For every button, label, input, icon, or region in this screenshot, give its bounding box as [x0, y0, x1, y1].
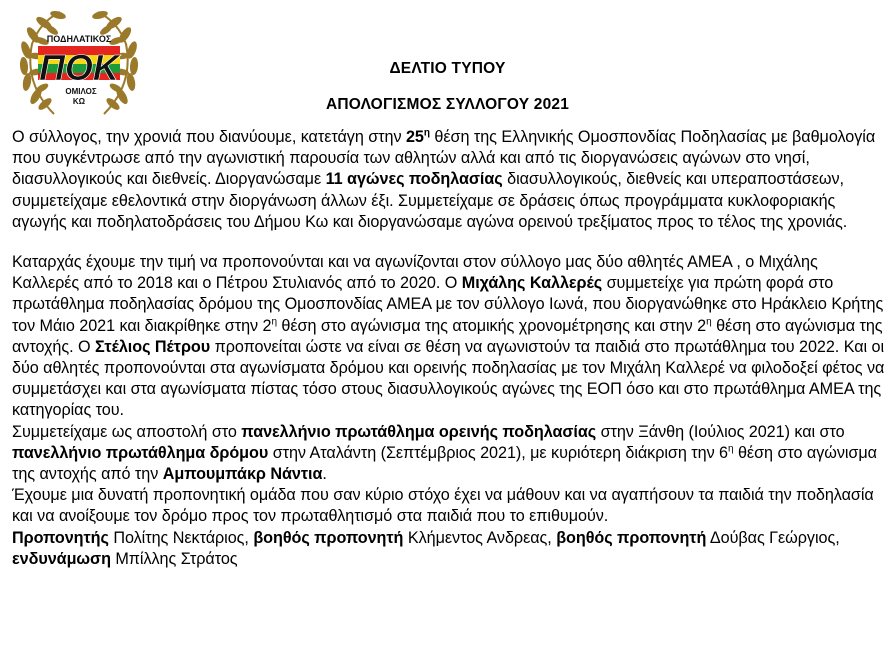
races-count: 11 αγώνες ποδηλασίας [325, 170, 503, 189]
text-span: θέση στο αγώνισμα της ατομικής χρονομέτρησης και στην 2 [276, 316, 707, 335]
logo-bottom-text-1: ΟΜΙΛΟΣ [65, 87, 97, 96]
staff-role: βοηθός προπονητή [253, 528, 404, 547]
athlete-name: Μιχάλης Καλλερές [461, 274, 603, 293]
text-span: . [322, 465, 327, 484]
paragraph-staff [12, 528, 886, 570]
text-span: Δούβας Γεώργιος, [706, 528, 840, 547]
text-span: Κλήμεντος Ανδρεας, [403, 528, 557, 547]
text-span: συμμετείχε για πρώτη φορά στο πρωτάθλημα ποδηλασίας δρόμου της Ομοσπονδίας ΑΜΕΑ με τον σύλλογο Ιωνά, που διοργανώθηκε στο Ηράκλειο Κρήτης τον Μάιο 2021 και διακρίθηκε στην 2 [12, 274, 884, 335]
ordinal-suffix: η [728, 443, 734, 455]
ordinal-suffix: η [706, 316, 712, 328]
paragraph-coaching-team [12, 485, 886, 527]
text-span: Πολίτης Νεκτάριος, [108, 528, 254, 547]
text-span: Συμμετείχαμε ως αποστολή στο [12, 422, 242, 441]
text-span: Καταρχάς έχουμε την τιμή να προπονούνται και να αγωνίζονται στον σύλλογο μας δύο αθλητές ΑΜΕΑ , ο Μιχάλης Καλλερές από το 2018 και ο Πέτρου Στυλιανός από το 2020. Ο [12, 253, 818, 293]
document-subtitle: ΑΠΟΛΟΓΙΣΜΟΣ ΣΥΛΛΟΓΟΥ 2021 [325, 96, 570, 113]
logo-letters: ΠΟΚ [39, 47, 119, 88]
document-body [12, 127, 886, 570]
staff-role: ενδυνάμωση [12, 549, 111, 568]
paragraph-championships [12, 422, 886, 486]
text-span: θέση της Ελληνικής Ομοσπονδίας Ποδηλασίας με βαθμολογία που συγκέντρωσε από την αγωνιστική παρουσία των αθλητών αλλά και από τις διοργανώσεις αγώνων στο νησί, διασυλλογικούς και διεθνείς. Διοργανώσαμε [12, 128, 876, 189]
ordinal-suffix: η [423, 127, 430, 139]
document-title: ΔΕΛΤΙΟ ΤΥΠΟΥ [389, 60, 506, 77]
logo-bottom-text-2: ΚΩ [72, 97, 86, 106]
staff-role: βοηθός προπονητή [556, 528, 707, 547]
ranking-position: 25 [405, 128, 424, 146]
text-span: Μπίλλης Στράτος [110, 549, 238, 568]
text-span: διασυλλογικούς, διεθνείς και υπεραποστάσεων, συμμετείχαμε εθελοντικά στην διοργάνωση άλλων έξι. Συμμετείχαμε σε δράσεις όπως προγράμματα κυκλοφοριακής αγωγής και ποδηλατοδράσεις του Δήμου Κω και διοργανώσαμε αγώνα ορεινού τρεξίματος προς το τέλος της χρονιάς. [12, 170, 848, 231]
championship-name: πανελλήνιο πρωτάθλημα δρόμου [12, 443, 269, 462]
text-span: Ο σύλλογος, την χρονιά που διανύουμε, κατετάγη στην [12, 128, 406, 146]
paragraph-para-athletes [12, 252, 886, 422]
ordinal-suffix: η [271, 316, 277, 328]
athlete-name: Αμπουμπάκρ Νάντια [162, 465, 323, 484]
logo-top-text: ΠΟΔΗΛΑΤΙΚΟΣ [46, 34, 112, 44]
text-span: στην Αταλάντη (Σεπτέμβριος 2021), με κυριότερη διάκριση την 6 [268, 443, 729, 462]
text-span: προπονείται ώστε να είναι σε θέση να αγωνιστούν τα παιδιά στο πρωτάθλημα του 2022. Και οι δύο αθλητές προπονούνται στα αγωνίσματα δρόμου και ορεινής ποδηλασίας με τον Μιχάλη Καλλερέ να φιλοδοξεί φέτος να συμμετάσχει και στα αγωνίσματα πίστας τόσο στους διασυλλογικούς αγώνες της ΕΟΠ όσο και στο πρωτάθλημα ΑΜΕΑ της κατηγορίας του. [12, 337, 885, 420]
staff-role: Προπονητής [12, 528, 109, 547]
text-span: θέση στο αγώνισμα της αντοχής. Ο [12, 316, 883, 356]
text-span: στην Ξάνθη (Ιούλιος 2021) και στο [596, 422, 845, 441]
text-span: Έχουμε μια δυνατή προπονητική ομάδα που σαν κύριο στόχο έχει να μάθουν και να αγαπήσουν τα παιδιά την ποδηλασία και να ανοίξουμε τον δρόμο προς τον πρωταθλητισμό στα παιδιά που το επιθυμούν. [12, 486, 874, 526]
paragraph-summary [12, 127, 886, 233]
text-span: θέση στο αγώνισμα της αντοχής από την [12, 443, 877, 484]
championship-name: πανελλήνιο πρωτάθλημα ορεινής ποδηλασίας [241, 422, 597, 441]
athlete-name: Στέλιος Πέτρου [95, 337, 211, 356]
